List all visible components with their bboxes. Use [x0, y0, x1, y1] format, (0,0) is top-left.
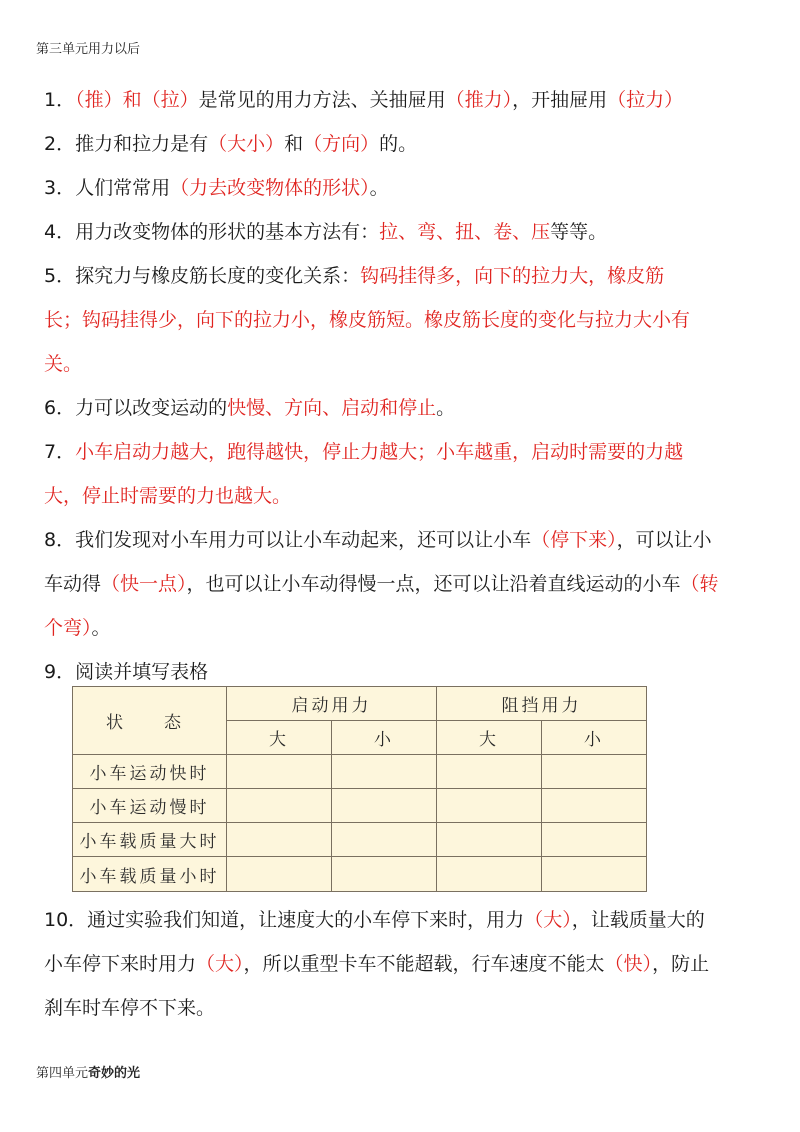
table-sub-start-small: 小	[332, 721, 437, 755]
answer-text: （拉力）	[607, 89, 684, 111]
blank-cell[interactable]	[227, 823, 332, 857]
answer-text: 小车启动力越大，跑得越快，停止力越大；小车越重，启动时需要的力越	[75, 441, 684, 463]
question-text: 4．用力改变物体的形状的基本方法有：	[44, 221, 380, 243]
table-row	[73, 823, 647, 857]
blank-cell[interactable]	[437, 789, 542, 823]
table-header-stop: 阻挡用力	[437, 687, 647, 721]
question-text: 5．探究力与橡皮筋长度的变化关系：	[44, 265, 361, 287]
text-line	[44, 342, 744, 386]
row-label: 小车运动快时	[73, 755, 227, 789]
question-text: ，让载质量大的	[571, 909, 705, 931]
table-sub-start-big: 大	[227, 721, 332, 755]
blank-cell[interactable]	[437, 857, 542, 892]
answer-text: （快）	[604, 953, 653, 975]
unit4-title: 奇妙的光	[88, 1066, 141, 1081]
answer-text: 关。	[44, 353, 83, 375]
answer-text: （大小）	[208, 133, 285, 155]
question-text: 1．	[44, 89, 76, 111]
question-text: 刹车时车停不下来。	[44, 997, 216, 1019]
blank-cell[interactable]	[227, 755, 332, 789]
answer-text: 大，停止时需要的力也越大。	[44, 485, 292, 507]
question-text: ，所以重型卡车不能超载，行车速度不能太	[243, 953, 605, 975]
text-line	[44, 430, 744, 474]
question-text: 是常见的用力方法、关抽屉用	[198, 89, 446, 111]
text-line	[44, 518, 744, 562]
question-text: 3．人们常常用	[44, 177, 171, 199]
blank-cell[interactable]	[542, 789, 647, 823]
answer-text: 快慢、方向、启动和停止	[227, 397, 437, 419]
table-sub-stop-big: 大	[437, 721, 542, 755]
text-line	[44, 942, 744, 986]
text-line	[44, 122, 744, 166]
question-text: 。	[369, 177, 389, 199]
unit3-title: 用力以后	[88, 42, 141, 57]
question-text: 等等。	[550, 221, 608, 243]
blank-cell[interactable]	[227, 857, 332, 892]
question-text: ，开抽屉用	[512, 89, 608, 111]
question-text: 。	[436, 397, 456, 419]
text-line	[44, 386, 744, 430]
answer-text: 个弯）	[44, 617, 92, 639]
blank-cell[interactable]	[437, 755, 542, 789]
table-sub-stop-small: 小	[542, 721, 647, 755]
text-line	[44, 606, 744, 650]
question-text: 。	[91, 617, 111, 639]
answer-text: （大）	[524, 909, 572, 931]
answer-text: （停下来）	[531, 529, 617, 551]
unit4-header	[36, 1062, 140, 1081]
question-text: 和	[284, 133, 304, 155]
question-text: ，防止	[652, 953, 710, 975]
question-text: ，可以让小	[616, 529, 712, 551]
question-10	[44, 898, 744, 1030]
table-row	[73, 789, 647, 823]
text-line	[44, 562, 744, 606]
text-line	[44, 210, 744, 254]
question-text: ，也可以让小车动得慢一点，还可以让沿着直线运动的小车	[186, 573, 681, 595]
text-line	[44, 986, 744, 1030]
unit3-header	[36, 38, 140, 57]
blank-cell[interactable]	[332, 789, 437, 823]
text-line	[44, 474, 744, 518]
table-header-start: 启动用力	[227, 687, 437, 721]
answer-text: 钩码挂得多，向下的拉力大，橡皮筋	[360, 265, 665, 287]
unit3-prefix: 第三单元	[36, 42, 89, 57]
table-row	[73, 755, 647, 789]
blank-cell[interactable]	[332, 857, 437, 892]
question-text: 8．我们发现对小车用力可以让小车动起来，还可以让小车	[44, 529, 532, 551]
answer-text: 拉、弯、扭、卷、压	[379, 221, 551, 243]
text-line	[44, 166, 744, 210]
question-text: 6．力可以改变运动的	[44, 397, 228, 419]
row-label: 小车运动慢时	[73, 789, 227, 823]
blank-cell[interactable]	[227, 789, 332, 823]
question-list	[44, 78, 744, 694]
answer-text: （方向）	[303, 133, 380, 155]
answer-text: （推力）	[445, 89, 513, 111]
blank-cell[interactable]	[542, 857, 647, 892]
blank-cell[interactable]	[542, 823, 647, 857]
blank-cell[interactable]	[437, 823, 542, 857]
table-header-state: 状 态	[73, 687, 227, 755]
question-text: 小车停下来时用力	[44, 953, 197, 975]
answer-text: （转	[680, 573, 719, 595]
answer-text: （快一点）	[101, 573, 187, 595]
question-text: 10．通过实验我们知道，让速度大的小车停下来时，用力	[44, 909, 525, 931]
question-text: 车动得	[44, 573, 102, 595]
question-text: 7．	[44, 441, 76, 463]
answer-text: （推）和（拉）	[75, 89, 199, 111]
answer-text: （力去改变物体的形状）	[170, 177, 370, 199]
text-line	[44, 78, 744, 122]
row-label: 小车载质量小时	[73, 857, 227, 892]
unit4-prefix: 第四单元	[36, 1066, 89, 1081]
text-line	[44, 298, 744, 342]
text-line	[44, 254, 744, 298]
fill-in-table	[72, 686, 646, 891]
question-text: 9．阅读并填写表格	[44, 661, 209, 683]
question-text: 2．推力和拉力是有	[44, 133, 209, 155]
blank-cell[interactable]	[332, 755, 437, 789]
blank-cell[interactable]	[542, 755, 647, 789]
answer-text: （大）	[196, 953, 244, 975]
table-row	[73, 857, 647, 892]
text-line	[44, 898, 744, 942]
blank-cell[interactable]	[332, 823, 437, 857]
answer-text: 长；钩码挂得少，向下的拉力小，橡皮筋短。橡皮筋长度的变化与拉力大小有	[44, 309, 691, 331]
row-label: 小车载质量大时	[73, 823, 227, 857]
question-text: 的。	[379, 133, 418, 155]
